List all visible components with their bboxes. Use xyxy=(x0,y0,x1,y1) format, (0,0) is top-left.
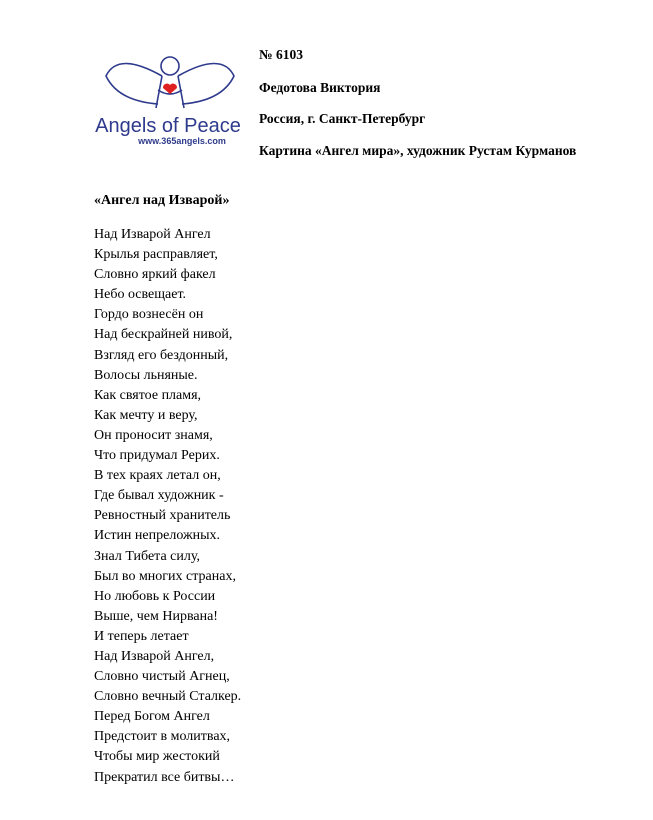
poem-line: Словно вечный Сталкер. xyxy=(94,689,242,705)
poem-line: Над бескрайней нивой, xyxy=(94,327,233,343)
poem-line: Перед Богом Ангел xyxy=(94,709,210,725)
logo-url-text: www.365angels.com xyxy=(138,136,226,146)
poem-line: И теперь летает xyxy=(94,628,189,644)
poem-line: Ревностный хранитель xyxy=(94,508,231,524)
poem-body xyxy=(94,225,241,788)
poem-line: Что придумал Рерих. xyxy=(94,448,220,464)
entry-number: № 6103 xyxy=(259,47,303,62)
poem-title: «Ангел над Изварой» xyxy=(94,193,230,208)
painting-credit: Картина «Ангел мира», художник Рустам Курманов xyxy=(259,143,577,158)
poem-line: Гордо вознесён он xyxy=(94,307,204,323)
poem-line: Но любовь к России xyxy=(94,588,216,604)
author-location: Россия, г. Санкт-Петербург xyxy=(259,111,426,126)
poem-line: Небо освещает. xyxy=(94,287,187,303)
poem-line: Волосы льняные. xyxy=(94,367,198,383)
poem-line: Где бывал художник - xyxy=(94,488,224,504)
poem-line: Предстоит в молитвах, xyxy=(94,729,231,745)
logo-brand-text: Angels of Peace xyxy=(95,115,241,137)
poem-line: Выше, чем Нирвана! xyxy=(94,608,218,624)
poem-line: Он проносит знамя, xyxy=(94,427,213,443)
angels-of-peace-logo xyxy=(88,46,248,156)
author-name: Федотова Виктория xyxy=(259,80,381,95)
poem-line: Крылья расправляет, xyxy=(94,247,218,263)
poem-line: Был во многих странах, xyxy=(94,568,236,584)
poem-line: Как святое пламя, xyxy=(94,387,202,403)
poem-line: Как мечту и веру, xyxy=(94,407,198,423)
poem-line: Над Изварой Ангел, xyxy=(94,648,215,664)
poem-line: Прекратил все битвы… xyxy=(94,769,235,785)
poem-line: Знал Тибета силу, xyxy=(94,548,200,564)
poem-line: В тех краях летал он, xyxy=(94,468,221,484)
poem-line: Чтобы мир жестокий xyxy=(94,749,220,765)
poem-line: Словно яркий факел xyxy=(94,267,216,283)
poem-line: Истин непреложных. xyxy=(94,528,221,544)
poem-line: Взгляд его бездонный, xyxy=(94,347,229,363)
poem-line: Над Изварой Ангел xyxy=(94,227,211,242)
poem-line: Словно чистый Агнец, xyxy=(94,669,230,685)
